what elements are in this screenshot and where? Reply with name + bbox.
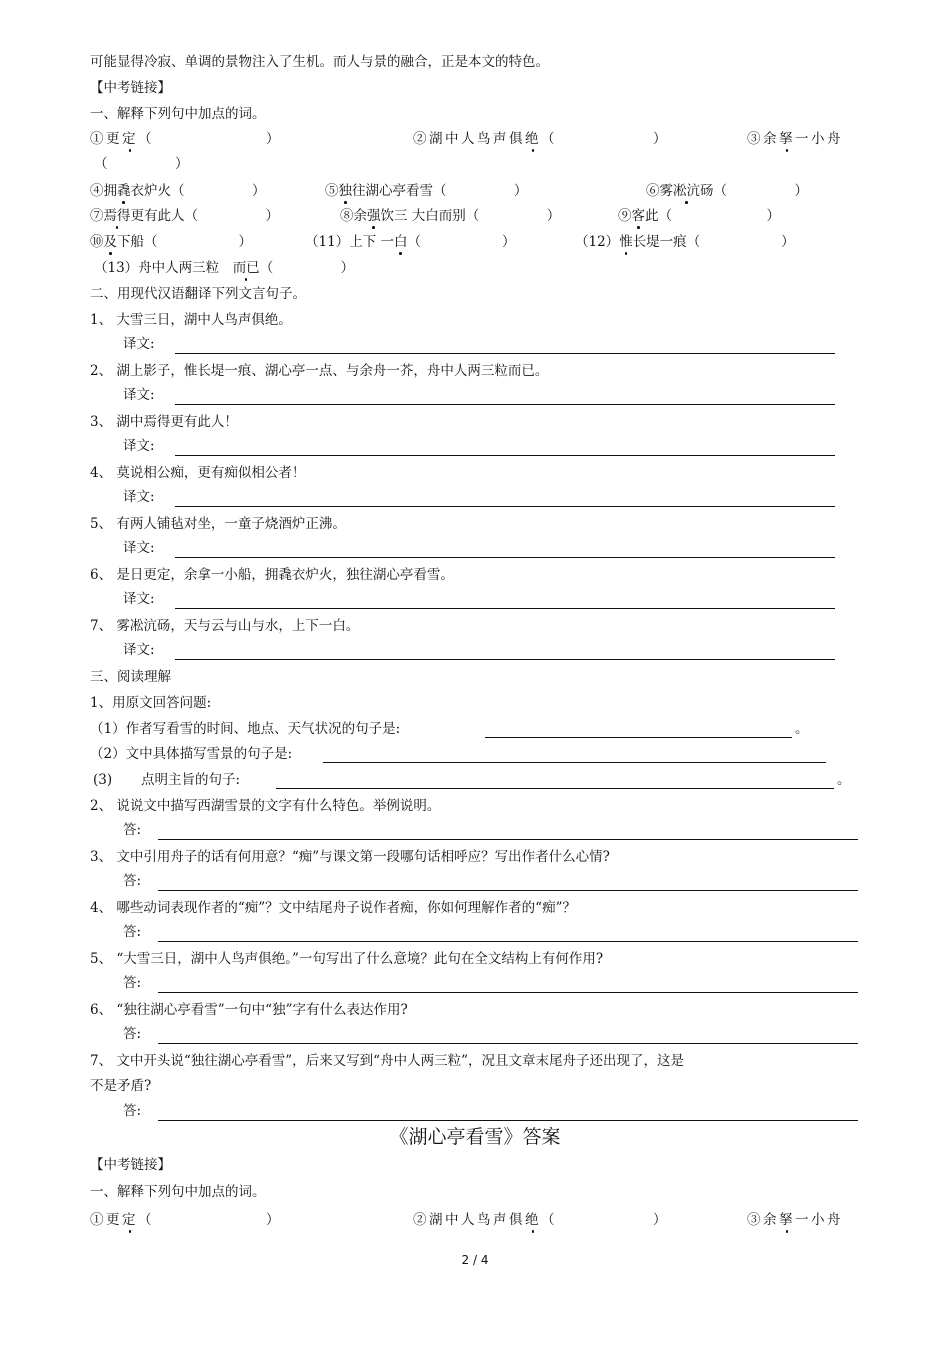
q6-text: 6、 “独往湖心亭看雪”一句中“独”字有什么表达作用? — [90, 1002, 408, 1018]
translation-line-1[interactable] — [175, 353, 835, 354]
vocab-row-1-wrap — [90, 155, 860, 173]
translation-line-3[interactable] — [175, 455, 835, 456]
answer-label: 答: — [123, 975, 142, 991]
q3-text: 3、 文中引用舟子的话有何用意？“痴”与课文第一段哪句话相呼应？写出作者什么心情? — [90, 849, 610, 865]
answer-label: 答: — [123, 1103, 142, 1119]
vocab-item-2: ②湖中人鸟声俱绝（ ） — [413, 131, 669, 147]
page-number: 2 / 4 — [461, 1253, 489, 1267]
translation-line-6[interactable] — [175, 608, 835, 609]
q7-answer-line[interactable] — [158, 1120, 858, 1121]
q4-answer-line[interactable] — [158, 941, 858, 942]
q1-part3-num: (3) — [93, 772, 113, 788]
translate-sentence-1: 1、 大雪三日，湖中人鸟声俱绝。 — [90, 312, 292, 328]
translation-label: 译文: — [123, 387, 155, 403]
intro-text: 可能显得冷寂、单调的景物注入了生机。而人与景的融合，正是本文的特色。 — [90, 54, 549, 70]
answer-title: 《湖心亭看雪》答案 — [389, 1126, 561, 1148]
q7-text-line2: 不是矛盾? — [90, 1078, 152, 1094]
answer-section-link-heading: 【中考链接】 — [90, 1157, 171, 1173]
vocab-item-4: ④拥毳衣炉火（ ） — [90, 183, 266, 199]
q1-part1: （1）作者写看雪的时间、地点、天气状况的句子是: — [90, 721, 401, 737]
vocab-row-4 — [90, 233, 860, 251]
translation-label: 译文: — [123, 540, 155, 556]
vocab-item-13: （13）舟中人两三粒 而已（ ） — [94, 260, 355, 276]
vocab-row-5 — [90, 259, 860, 277]
q4-text: 4、 哪些动词表现作者的“痴”？文中结尾舟子说作者痴，你如何理解作者的“痴”？ — [90, 900, 576, 916]
q1-heading: 1、用原文回答问题: — [90, 695, 212, 711]
answer-vocab-item-2: ②湖中人鸟声俱绝（ ） — [413, 1212, 669, 1228]
translate-sentence-6: 6、 是日更定，余拿一小船，拥毳衣炉火，独往湖心亭看雪。 — [90, 567, 454, 583]
part2-heading: 二、用现代汉语翻译下列文言句子。 — [90, 286, 306, 302]
q1-part1-period: 。 — [795, 721, 809, 737]
translation-label: 译文: — [123, 642, 155, 658]
q7-text-line1: 7、 文中开头说“独往湖心亭看雪”，后来又写到“舟中人两三粒”，况且文章末尾舟子还出现了，这是 — [90, 1053, 684, 1069]
q2-answer-line[interactable] — [158, 839, 858, 840]
vocab-item-11: （11）上下 一白（ ） — [305, 234, 516, 250]
answer-part1-heading: 一、解释下列句中加点的词。 — [90, 1184, 266, 1200]
translate-sentence-3: 3、 湖中焉得更有此人！ — [90, 414, 238, 430]
translation-label: 译文: — [123, 336, 155, 352]
vocab-row-2 — [90, 182, 860, 200]
answer-label: 答: — [123, 873, 142, 889]
answer-label: 答: — [123, 822, 142, 838]
answer-vocab-item-1: ①更定（ ） — [90, 1212, 282, 1228]
translate-sentence-7: 7、 雾凇沆砀，天与云与山与水，上下一白。 — [90, 618, 360, 634]
vocab-item-7: ⑦焉得更有此人（ ） — [90, 208, 279, 224]
translation-label: 译文: — [123, 438, 155, 454]
q5-text: 5、 “大雪三日，湖中人鸟声俱绝。”一句写出了什么意境？此句在全文结构上有何作用? — [90, 951, 604, 967]
q1-part1-answer-line[interactable] — [485, 737, 792, 738]
q1-part2-answer-line[interactable] — [323, 762, 826, 763]
part1-heading: 一、解释下列句中加点的词。 — [90, 106, 266, 122]
answer-vocab-row-1 — [90, 1211, 860, 1229]
q1-part3-period: 。 — [837, 772, 851, 788]
q6-answer-line[interactable] — [158, 1043, 858, 1044]
translation-line-7[interactable] — [175, 659, 835, 660]
vocab-row-1 — [90, 130, 860, 148]
translation-line-5[interactable] — [175, 557, 835, 558]
section-link-heading: 【中考链接】 — [90, 80, 171, 96]
q2-text: 2、 说说文中描写西湖雪景的文字有什么特色。举例说明。 — [90, 798, 441, 814]
translation-line-4[interactable] — [175, 506, 835, 507]
vocab-item-10: ⑩及下船（ ） — [90, 234, 252, 250]
vocab-item-9: ⑨客此（ ） — [618, 208, 780, 224]
vocab-item-6: ⑥雾凇沆砀（ ） — [646, 183, 808, 199]
translation-line-2[interactable] — [175, 404, 835, 405]
q1-part2: （2）文中具体描写雪景的句子是: — [90, 746, 293, 762]
q1-part3: 点明主旨的句子: — [141, 772, 241, 788]
translation-label: 译文: — [123, 489, 155, 505]
answer-vocab-item-3: ③余拏一小舟 — [747, 1212, 843, 1228]
answer-label: 答: — [123, 1026, 142, 1042]
vocab-item-3: ③余拏一小舟 — [747, 131, 843, 147]
vocab-item-12: （12）惟长堤一痕（ ） — [575, 234, 795, 250]
translate-sentence-5: 5、 有两人铺毡对坐，一童子烧酒炉正沸。 — [90, 516, 346, 532]
translation-label: 译文: — [123, 591, 155, 607]
vocab-item-8: ⑧余强饮三 大白而别（ ） — [340, 208, 561, 224]
q5-answer-line[interactable] — [158, 992, 858, 993]
translate-sentence-4: 4、 莫说相公痴，更有痴似相公者！ — [90, 465, 306, 481]
vocab-item-3-paren: （ ） — [94, 156, 189, 172]
translate-sentence-2: 2、 湖上影子，惟长堤一痕、湖心亭一点、与余舟一芥，舟中人两三粒而已。 — [90, 363, 549, 379]
answer-label: 答: — [123, 924, 142, 940]
vocab-item-1: ①更定（ ） — [90, 131, 282, 147]
part3-heading: 三、阅读理解 — [90, 669, 171, 685]
q3-answer-line[interactable] — [158, 890, 858, 891]
vocab-item-5: ⑤独往湖心亭看雪（ ） — [325, 183, 528, 199]
vocab-row-3 — [90, 207, 860, 225]
q1-part3-answer-line[interactable] — [276, 788, 834, 789]
